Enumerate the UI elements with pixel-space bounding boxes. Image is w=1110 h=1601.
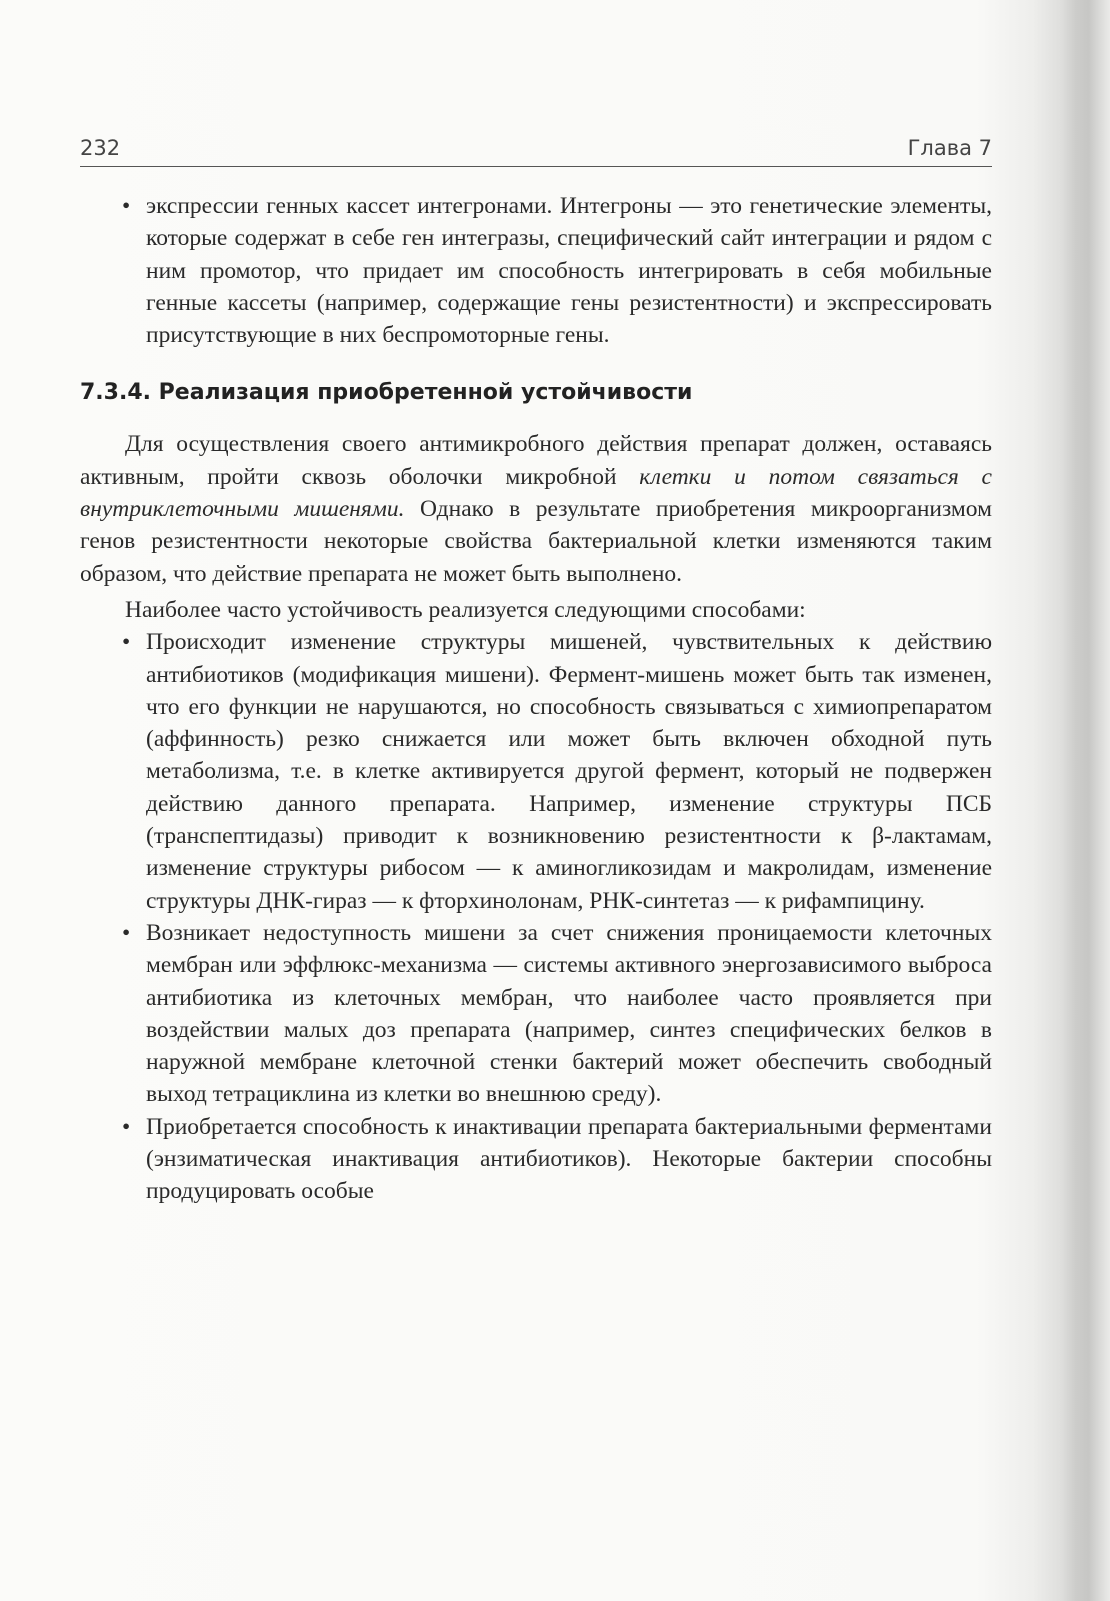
intro-bullet-list: [80, 190, 992, 351]
list-item-text: Происходит изменение структуры мишеней, чувствительных к действию антибиотиков (модификация мишени). Фермент-мишень может быть так изменен, что его функции не нарушаются, но способность связываться с химиопрепаратом (аффинность) резко снижается или может быть включен обходной путь метаболизма, т.е. в клетке активируется другой фермент, который не подвержен действию данного препарата. Например, изменение структуры ПСБ (транспептидазы) приводит к возникновению резистентности к β-лактамам, изменение структуры рибосом — к аминогликозидам и макролидам, изменение структуры ДНК-гираз — к фторхинолонам, РНК-синтетаз — к рифампицину.: [146, 629, 992, 914]
list-item-text: Возникает недоступность мишени за счет снижения проницаемости клеточных мембран или эффлюкс-механизма — системы активного энергозависимого выброса антибиотика из клеточных мембран, что наиболее часто проявляется при воздействии малых доз препарата (например, синтез специфических белков в наружной мембране клеточной стенки бактерий может обеспечить свободный выход тетрациклина из клетки во внешнюю среду).: [146, 919, 992, 1108]
bullet-marker: •: [122, 1113, 131, 1140]
paragraph-2: Наиболее часто устойчивость реализуется следующими способами:: [125, 596, 806, 623]
bullet-marker: •: [122, 193, 131, 219]
page-edge-shadow: [1062, 0, 1110, 1601]
paragraph-italic-text: клетки и потом связаться с внутриклеточными мишенями.: [80, 463, 992, 523]
page-content: [80, 190, 992, 1208]
running-header: [80, 130, 992, 167]
methods-bullet-list: [80, 626, 992, 1207]
paragraph-1: [80, 428, 992, 589]
list-item: [80, 626, 992, 917]
bullet-marker: •: [122, 919, 131, 946]
page-number: 232: [80, 136, 121, 160]
chapter-label: Глава 7: [907, 136, 992, 160]
list-item-text: Приобретается способность к инактивации препарата бактериальными ферментами (энзиматическая инактивация антибиотиков). Некоторые бактерии способны продуцировать особые: [146, 1113, 992, 1205]
list-item: [80, 190, 992, 351]
bullet-marker: •: [122, 629, 131, 656]
paragraph-text: Для осуществления своего антимикробного действия препарат должен, оставаясь активным, пройти сквозь оболочки микробной: [80, 431, 992, 490]
list-item: [80, 1111, 992, 1208]
list-item: [80, 917, 992, 1111]
section-heading: 7.3.4. Реализация приобретенной устойчивости: [80, 380, 693, 406]
paragraph-text: Однако в результате приобретения микроорганизмом генов резистентности некоторые свойства бактериальной клетки изменяются таким образом, что действие препарата не может быть выполнено.: [80, 496, 992, 587]
list-item-text: экспрессии генных кассет интегронами. Интегроны — это генетические элементы, которые содержат в себе ген интегразы, специфический сайт интеграции и рядом с ним промотор, что придает им способность интегрировать в себя мобильные генные кассеты (например, содержащие гены резистентности) и экспрессировать присутствующие в них беспромоторные гены.: [146, 193, 992, 349]
